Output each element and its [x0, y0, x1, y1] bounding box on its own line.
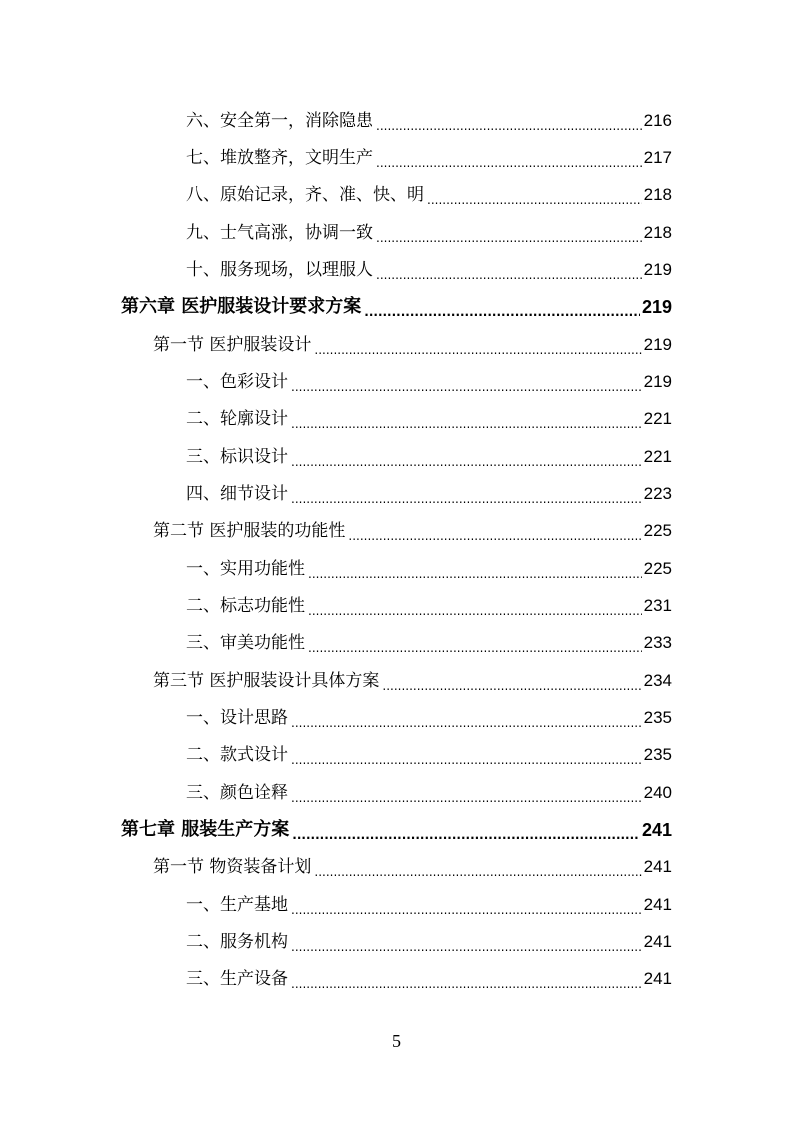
toc-leader-dots — [427, 182, 642, 208]
toc-entry-title: 一、生产基地 — [186, 895, 288, 915]
toc-entry[interactable] — [186, 556, 672, 582]
toc-entry[interactable] — [186, 966, 672, 992]
toc-leader-dots — [291, 966, 642, 992]
toc-chapter-entry[interactable] — [121, 817, 672, 843]
toc-entry-page: 219 — [643, 335, 672, 354]
toc-entry[interactable] — [186, 481, 672, 507]
toc-entry-title: 第二节 医护服装的功能性 — [153, 521, 346, 541]
toc-entry-title: 三、标识设计 — [186, 447, 288, 467]
page-number: 5 — [392, 1031, 401, 1051]
toc-leader-dots — [292, 817, 640, 843]
toc-entry-page: 221 — [643, 447, 672, 466]
toc-entry-page: 225 — [643, 559, 672, 578]
toc-entry[interactable] — [186, 145, 672, 171]
toc-entry-page: 241 — [643, 932, 672, 951]
toc-entry-title: 三、颜色诠释 — [186, 783, 288, 803]
toc-leader-dots — [308, 593, 642, 619]
toc-entry[interactable] — [186, 257, 672, 283]
toc-entry-page: 221 — [643, 409, 672, 428]
toc-entry[interactable] — [186, 742, 672, 768]
toc-entry[interactable] — [186, 369, 672, 395]
toc-entry-title: 第六章 医护服装设计要求方案 — [121, 296, 362, 317]
toc-leader-dots — [376, 257, 642, 283]
toc-entry-page: 231 — [643, 596, 672, 615]
toc-section-entry[interactable] — [153, 518, 672, 544]
toc-entry-title: 一、色彩设计 — [186, 372, 288, 392]
toc-entry-title: 三、审美功能性 — [186, 633, 305, 653]
toc-entry-title: 二、轮廓设计 — [186, 409, 288, 429]
toc-leader-dots — [376, 145, 642, 171]
toc-leader-dots — [291, 742, 642, 768]
toc-leader-dots — [291, 705, 642, 731]
toc-entry[interactable] — [186, 705, 672, 731]
toc-entry-page: 240 — [643, 783, 672, 802]
toc-entry-title: 一、实用功能性 — [186, 559, 305, 579]
toc-entry[interactable] — [186, 593, 672, 619]
toc-section-entry[interactable] — [153, 332, 672, 358]
toc-entry-page: 241 — [643, 969, 672, 988]
toc-entry-title: 十、服务现场，以理服人 — [186, 260, 373, 280]
toc-entry-page: 235 — [643, 708, 672, 727]
toc-entry-title: 二、标志功能性 — [186, 596, 305, 616]
toc-entry[interactable] — [186, 406, 672, 432]
toc-entry[interactable] — [186, 108, 672, 134]
toc-entry-page: 217 — [643, 148, 672, 167]
toc-entry-title: 第一节 物资装备计划 — [153, 857, 312, 877]
toc-leader-dots — [382, 668, 641, 694]
toc-entry-page: 219 — [643, 260, 672, 279]
toc-entry-title: 第七章 服装生产方案 — [121, 819, 290, 840]
toc-entry-title: 六、安全第一，消除隐患 — [186, 111, 373, 131]
toc-leader-dots — [364, 294, 640, 320]
toc-leader-dots — [291, 929, 642, 955]
toc-entry-page: 218 — [643, 185, 672, 204]
toc-entry-title: 八、原始记录，齐、准、快、明 — [186, 185, 424, 205]
toc-leader-dots — [291, 406, 642, 432]
toc-leader-dots — [348, 518, 641, 544]
toc-section-entry[interactable] — [153, 854, 672, 880]
toc-entry[interactable] — [186, 220, 672, 246]
toc-entry-page: 223 — [643, 484, 672, 503]
toc-entry-page: 241 — [643, 895, 672, 914]
toc-entry[interactable] — [186, 444, 672, 470]
toc-entry-title: 七、堆放整齐，文明生产 — [186, 148, 373, 168]
toc-leader-dots — [291, 481, 642, 507]
toc-entry[interactable] — [186, 630, 672, 656]
toc-entry-title: 二、服务机构 — [186, 932, 288, 952]
toc-entry-page: 234 — [643, 671, 672, 690]
toc-entry[interactable] — [186, 929, 672, 955]
toc-leader-dots — [376, 220, 642, 246]
toc-entry-page: 241 — [643, 857, 672, 876]
toc-entry-title: 四、细节设计 — [186, 484, 288, 504]
toc-leader-dots — [291, 369, 642, 395]
toc-leader-dots — [308, 630, 642, 656]
toc-entry-title: 三、生产设备 — [186, 969, 288, 989]
toc-entry-title: 第三节 医护服装设计具体方案 — [153, 671, 380, 691]
toc-entry-page: 218 — [643, 223, 672, 242]
toc-entry-page: 233 — [643, 633, 672, 652]
toc-entry-page: 216 — [643, 111, 672, 130]
toc-entry-title: 第一节 医护服装设计 — [153, 335, 312, 355]
toc-entry-title: 九、士气高涨，协调一致 — [186, 223, 373, 243]
toc-entry-page: 225 — [643, 521, 672, 540]
toc-entry-page: 241 — [641, 820, 672, 840]
toc-leader-dots — [291, 780, 642, 806]
toc-entry[interactable] — [186, 182, 672, 208]
toc-leader-dots — [314, 332, 641, 358]
toc-entry-title: 一、设计思路 — [186, 708, 288, 728]
toc-entry-title: 二、款式设计 — [186, 745, 288, 765]
toc-leader-dots — [376, 108, 642, 134]
toc-entry-page: 219 — [641, 297, 672, 317]
toc-entry-page: 235 — [643, 745, 672, 764]
toc-leader-dots — [291, 892, 642, 918]
toc-leader-dots — [291, 444, 642, 470]
toc-chapter-entry[interactable] — [121, 294, 672, 320]
toc-leader-dots — [308, 556, 642, 582]
toc-section-entry[interactable] — [153, 668, 672, 694]
toc-entry-page: 219 — [643, 372, 672, 391]
toc-leader-dots — [314, 854, 641, 880]
toc-entry[interactable] — [186, 892, 672, 918]
toc-entry[interactable] — [186, 780, 672, 806]
